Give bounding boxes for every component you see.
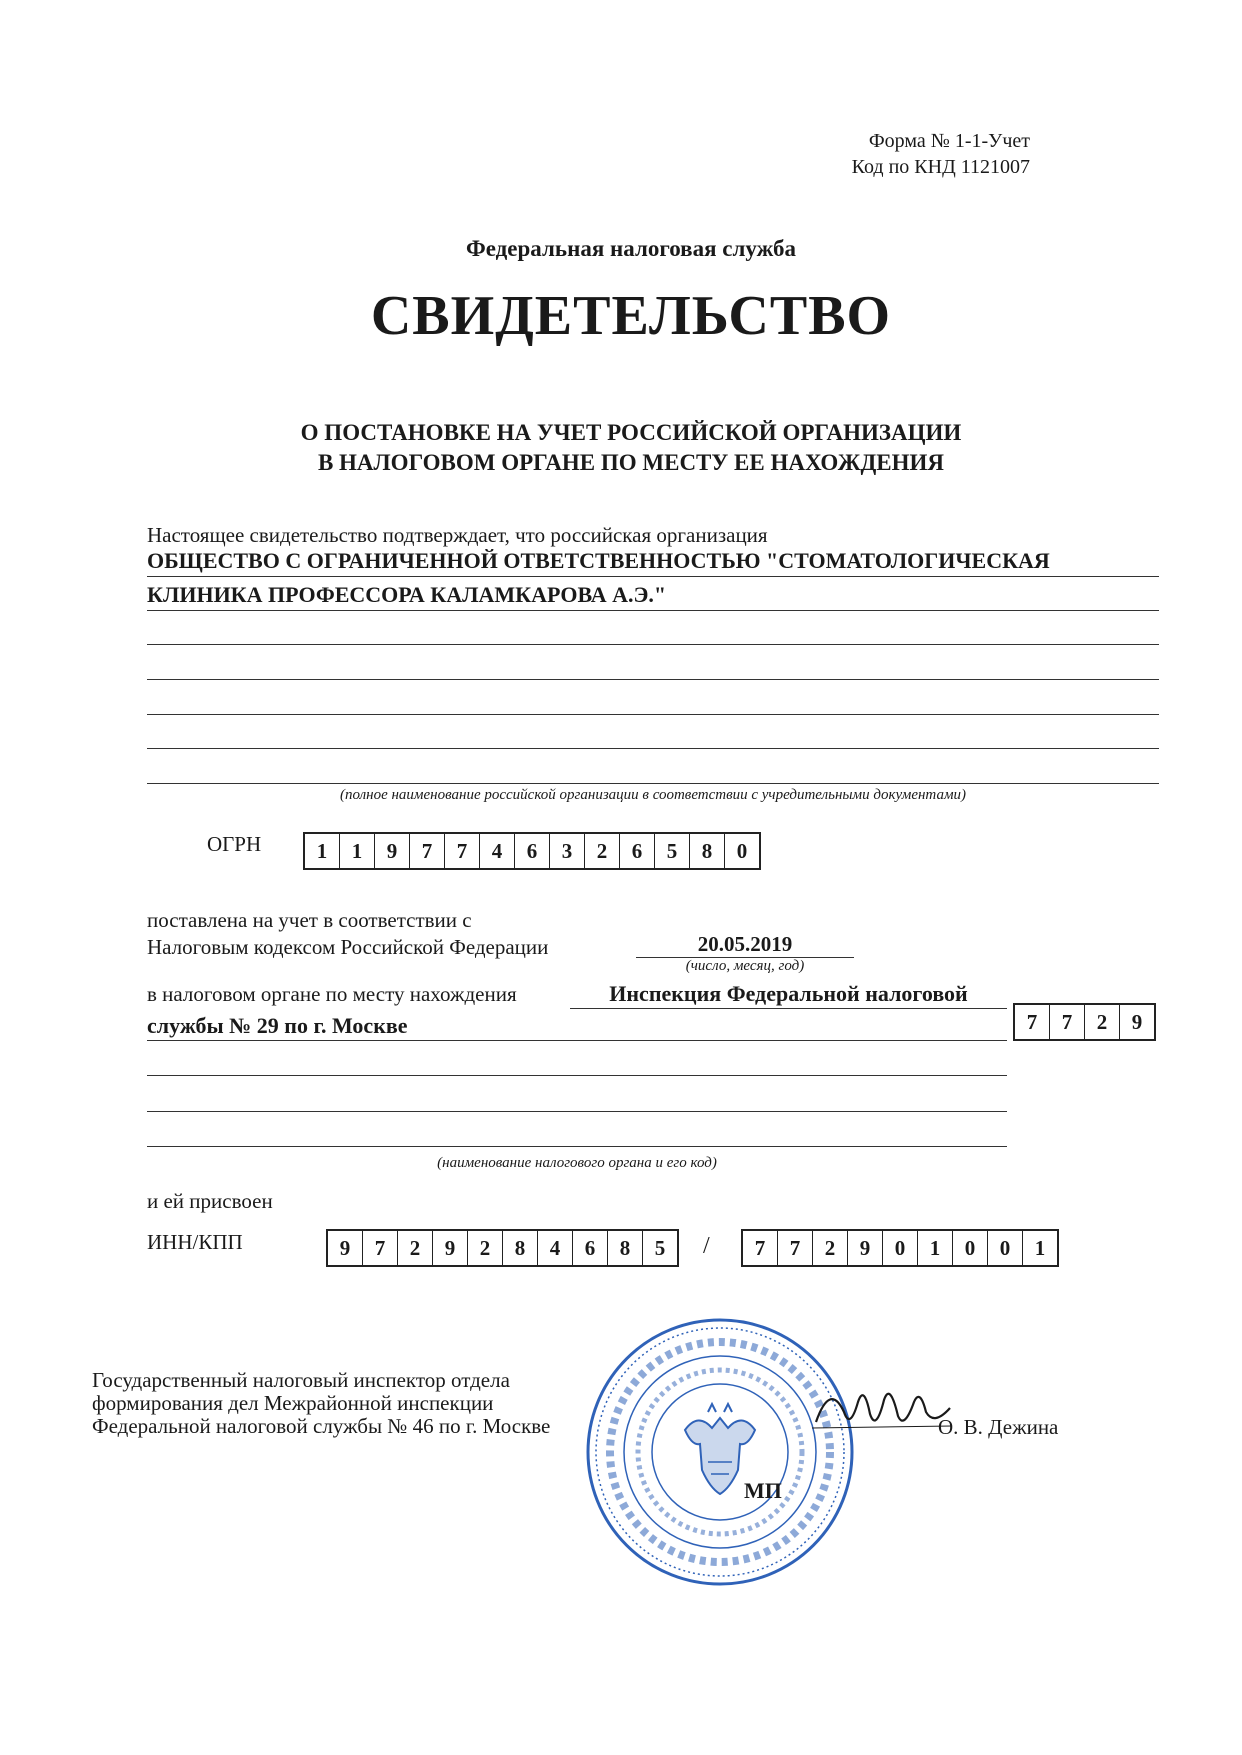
inn-digit-cell: 2: [468, 1231, 503, 1265]
registration-date: 20.05.2019: [636, 932, 854, 958]
ogrn-digit-cell: 7: [445, 834, 480, 868]
ogrn-digit-cell: 6: [620, 834, 655, 868]
tax-authority-code-digit-cell: 7: [1050, 1005, 1085, 1039]
tax-authority-name-line-1: Инспекция Федеральной налоговой: [570, 980, 1007, 1009]
inn-digit-cell: 9: [328, 1231, 363, 1265]
signer-name: О. В. Дежина: [938, 1415, 1059, 1439]
ogrn-digit-cell: 4: [480, 834, 515, 868]
blank-line: [147, 679, 1159, 680]
blank-line: [147, 748, 1159, 749]
registration-line-2: Налоговым кодексом Российской Федерации: [147, 935, 549, 959]
kpp-digit-cell: 2: [813, 1231, 848, 1265]
blank-line: [147, 1146, 1007, 1147]
kpp-digit-cell: 0: [988, 1231, 1023, 1265]
tax-authority-name-line-2: службы № 29 по г. Москве: [147, 1012, 1007, 1041]
inspector-title-line-2: формирования дел Межрайонной инспекции: [92, 1391, 494, 1415]
tax-authority-code-digit-cell: 9: [1131, 1009, 1143, 1034]
stamp-mark: МП: [744, 1478, 782, 1503]
inn-digit-cell: 5: [654, 1235, 666, 1260]
tax-authority-code-digit-cell: 7: [1015, 1005, 1050, 1039]
blank-line: [147, 783, 1159, 784]
blank-line: [147, 1111, 1007, 1112]
stamp-icon: [580, 1312, 860, 1592]
kpp-digit-cell: 7: [743, 1231, 778, 1265]
kpp-digit-cell: 9: [848, 1231, 883, 1265]
document-title: СВИДЕТЕЛЬСТВО: [370, 285, 892, 347]
ogrn-digit-cell: 3: [550, 834, 585, 868]
inn-cells: [326, 1229, 679, 1267]
ogrn-digit-cell: 8: [690, 834, 725, 868]
inspector-title: [92, 1369, 550, 1438]
ogrn-digit-cell: 0: [736, 838, 748, 863]
tax-authority-code-digit-cell: 2: [1085, 1005, 1120, 1039]
inspector-title-line-1: Государственный налоговый инспектор отдела: [92, 1368, 510, 1392]
inn-kpp-label: ИНН/КПП: [147, 1230, 243, 1254]
tax-authority-caption: (наименование налогового органа и его код): [437, 1155, 717, 1171]
intro-text: Настоящее свидетельство подтверждает, что российская организация: [147, 523, 768, 547]
form-number: Форма № 1-1-Учет: [868, 130, 1030, 152]
document-subtitle: [0, 418, 1242, 478]
inn-kpp-separator: /: [703, 1233, 710, 1259]
blank-line: [147, 1075, 1007, 1076]
form-code-block: [852, 128, 1030, 180]
blank-line: [147, 714, 1159, 715]
subtitle-line-1: О ПОСТАНОВКЕ НА УЧЕТ РОССИЙСКОЙ ОРГАНИЗАЦИИ: [300, 420, 962, 445]
inspector-title-line-3: Федеральной налоговой службы № 46 по г. Москве: [92, 1414, 551, 1438]
organization-name-line-1: ОБЩЕСТВО С ОГРАНИЧЕННОЙ ОТВЕТСТВЕННОСТЬЮ "СТОМАТОЛОГИЧЕСКАЯ: [147, 545, 1159, 577]
inn-digit-cell: 4: [538, 1231, 573, 1265]
tax-authority-code-cells: [1013, 1003, 1156, 1041]
ogrn-digit-cell: 5: [655, 834, 690, 868]
kpp-digit-cell: 0: [953, 1231, 988, 1265]
inn-digit-cell: 7: [363, 1231, 398, 1265]
ogrn-digit-cell: 1: [305, 834, 340, 868]
date-caption: (число, месяц, год): [685, 958, 805, 974]
knd-code: Код по КНД 1121007: [851, 156, 1030, 178]
kpp-digit-cell: 1: [918, 1231, 953, 1265]
kpp-digit-cell: 0: [883, 1231, 918, 1265]
ogrn-digit-cell: 2: [585, 834, 620, 868]
organization-caption: (полное наименование российской организации в соответствии с учредительными документами): [339, 787, 967, 803]
ogrn-digit-cell: 7: [410, 834, 445, 868]
kpp-digit-cell: 7: [778, 1231, 813, 1265]
ogrn-digit-cell: 6: [515, 834, 550, 868]
inn-digit-cell: 9: [433, 1231, 468, 1265]
agency-name: Федеральная налоговая служба: [466, 236, 796, 261]
inn-digit-cell: 8: [608, 1231, 643, 1265]
blank-line: [147, 644, 1159, 645]
ogrn-digit-cell: 1: [340, 834, 375, 868]
inn-digit-cell: 8: [503, 1231, 538, 1265]
inn-digit-cell: 2: [398, 1231, 433, 1265]
assigned-label: и ей присвоен: [147, 1189, 273, 1213]
ogrn-digit-cell: 9: [375, 834, 410, 868]
kpp-cells: [741, 1229, 1059, 1267]
registration-line-1: поставлена на учет в соответствии с: [147, 908, 472, 932]
subtitle-line-2: В НАЛОГОВОМ ОРГАНЕ ПО МЕСТУ ЕЕ НАХОЖДЕНИЯ: [317, 450, 945, 475]
inn-digit-cell: 6: [573, 1231, 608, 1265]
organization-name-line-2: КЛИНИКА ПРОФЕССОРА КАЛАМКАРОВА А.Э.": [147, 579, 1159, 611]
tax-authority-prefix: в налоговом органе по месту нахождения: [147, 982, 517, 1006]
ogrn-cells: [303, 832, 761, 870]
kpp-digit-cell: 1: [1034, 1235, 1046, 1260]
ogrn-label: ОГРН: [207, 832, 262, 856]
